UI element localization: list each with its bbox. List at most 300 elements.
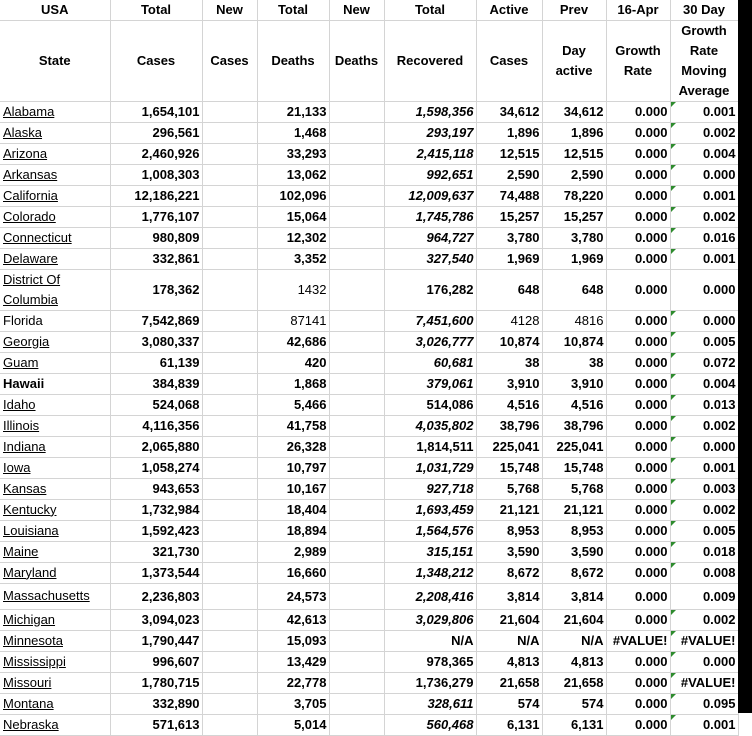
new-cases-cell[interactable] [202, 415, 257, 436]
active-cases-cell[interactable]: 10,874 [476, 331, 542, 352]
new-cases-cell[interactable] [202, 164, 257, 185]
header-cell[interactable]: Total [110, 0, 202, 20]
moving-average-cell[interactable]: 0.000 [670, 310, 738, 331]
prev-day-active-cell[interactable]: 6,131 [542, 714, 606, 735]
new-deaths-cell[interactable] [329, 478, 384, 499]
moving-average-cell[interactable]: 0.001 [670, 101, 738, 122]
header-cell[interactable]: Growth Rate Moving Average [670, 20, 738, 101]
growth-rate-cell[interactable]: 0.000 [606, 206, 670, 227]
total-cases-cell[interactable]: 1,058,274 [110, 457, 202, 478]
total-cases-cell[interactable]: 332,861 [110, 248, 202, 269]
prev-day-active-cell[interactable]: 4816 [542, 310, 606, 331]
total-deaths-cell[interactable]: 12,302 [257, 227, 329, 248]
recovered-cell[interactable]: 327,540 [384, 248, 476, 269]
state-cell[interactable]: Illinois [0, 415, 110, 436]
state-cell[interactable]: Connecticut [0, 227, 110, 248]
active-cases-cell[interactable]: 21,658 [476, 672, 542, 693]
new-cases-cell[interactable] [202, 185, 257, 206]
state-cell[interactable]: Idaho [0, 394, 110, 415]
total-deaths-cell[interactable]: 13,062 [257, 164, 329, 185]
new-cases-cell[interactable] [202, 693, 257, 714]
prev-day-active-cell[interactable]: N/A [542, 630, 606, 651]
active-cases-cell[interactable]: 225,041 [476, 436, 542, 457]
growth-rate-cell[interactable]: 0.000 [606, 672, 670, 693]
prev-day-active-cell[interactable]: 15,748 [542, 457, 606, 478]
moving-average-cell[interactable]: #VALUE! [670, 672, 738, 693]
prev-day-active-cell[interactable]: 38,796 [542, 415, 606, 436]
prev-day-active-cell[interactable]: 38 [542, 352, 606, 373]
recovered-cell[interactable]: 3,026,777 [384, 331, 476, 352]
total-cases-cell[interactable]: 4,116,356 [110, 415, 202, 436]
moving-average-cell[interactable]: 0.000 [670, 164, 738, 185]
moving-average-cell[interactable]: 0.002 [670, 122, 738, 143]
total-deaths-cell[interactable]: 3,352 [257, 248, 329, 269]
new-deaths-cell[interactable] [329, 541, 384, 562]
active-cases-cell[interactable]: 38 [476, 352, 542, 373]
active-cases-cell[interactable]: 3,814 [476, 583, 542, 609]
moving-average-cell[interactable]: 0.000 [670, 436, 738, 457]
moving-average-cell[interactable]: 0.016 [670, 227, 738, 248]
state-cell[interactable]: Mississippi [0, 651, 110, 672]
header-cell[interactable]: 30 Day [670, 0, 738, 20]
new-cases-cell[interactable] [202, 499, 257, 520]
total-deaths-cell[interactable]: 42,613 [257, 609, 329, 630]
total-cases-cell[interactable]: 1,373,544 [110, 562, 202, 583]
new-cases-cell[interactable] [202, 541, 257, 562]
growth-rate-cell[interactable]: 0.000 [606, 541, 670, 562]
new-deaths-cell[interactable] [329, 310, 384, 331]
total-deaths-cell[interactable]: 102,096 [257, 185, 329, 206]
total-cases-cell[interactable]: 178,362 [110, 269, 202, 310]
moving-average-cell[interactable]: 0.000 [670, 651, 738, 672]
total-deaths-cell[interactable]: 2,989 [257, 541, 329, 562]
state-cell[interactable]: Alaska [0, 122, 110, 143]
total-cases-cell[interactable]: 296,561 [110, 122, 202, 143]
recovered-cell[interactable]: 927,718 [384, 478, 476, 499]
new-deaths-cell[interactable] [329, 101, 384, 122]
new-cases-cell[interactable] [202, 227, 257, 248]
new-cases-cell[interactable] [202, 394, 257, 415]
growth-rate-cell[interactable]: 0.000 [606, 248, 670, 269]
prev-day-active-cell[interactable]: 3,910 [542, 373, 606, 394]
header-cell[interactable]: New [329, 0, 384, 20]
state-cell[interactable]: Delaware [0, 248, 110, 269]
prev-day-active-cell[interactable]: 8,953 [542, 520, 606, 541]
recovered-cell[interactable]: 1,564,576 [384, 520, 476, 541]
new-cases-cell[interactable] [202, 143, 257, 164]
prev-day-active-cell[interactable]: 574 [542, 693, 606, 714]
prev-day-active-cell[interactable]: 8,672 [542, 562, 606, 583]
total-cases-cell[interactable]: 321,730 [110, 541, 202, 562]
new-deaths-cell[interactable] [329, 457, 384, 478]
state-cell[interactable]: Kansas [0, 478, 110, 499]
new-cases-cell[interactable] [202, 122, 257, 143]
moving-average-cell[interactable]: 0.000 [670, 269, 738, 310]
moving-average-cell[interactable]: 0.001 [670, 457, 738, 478]
header-cell[interactable]: Cases [202, 20, 257, 101]
recovered-cell[interactable]: 1,736,279 [384, 672, 476, 693]
recovered-cell[interactable]: 328,611 [384, 693, 476, 714]
recovered-cell[interactable]: 7,451,600 [384, 310, 476, 331]
growth-rate-cell[interactable]: 0.000 [606, 331, 670, 352]
state-cell[interactable]: Maine [0, 541, 110, 562]
new-deaths-cell[interactable] [329, 693, 384, 714]
new-deaths-cell[interactable] [329, 122, 384, 143]
growth-rate-cell[interactable]: 0.000 [606, 122, 670, 143]
recovered-cell[interactable]: 992,651 [384, 164, 476, 185]
new-deaths-cell[interactable] [329, 499, 384, 520]
total-deaths-cell[interactable]: 5,014 [257, 714, 329, 735]
new-cases-cell[interactable] [202, 269, 257, 310]
moving-average-cell[interactable]: 0.001 [670, 714, 738, 735]
moving-average-cell[interactable]: #VALUE! [670, 630, 738, 651]
new-deaths-cell[interactable] [329, 331, 384, 352]
new-cases-cell[interactable] [202, 609, 257, 630]
new-cases-cell[interactable] [202, 310, 257, 331]
prev-day-active-cell[interactable]: 12,515 [542, 143, 606, 164]
active-cases-cell[interactable]: 3,910 [476, 373, 542, 394]
prev-day-active-cell[interactable]: 3,590 [542, 541, 606, 562]
new-deaths-cell[interactable] [329, 415, 384, 436]
active-cases-cell[interactable]: 15,257 [476, 206, 542, 227]
active-cases-cell[interactable]: 12,515 [476, 143, 542, 164]
state-cell[interactable]: Missouri [0, 672, 110, 693]
state-cell[interactable]: Alabama [0, 101, 110, 122]
growth-rate-cell[interactable]: 0.000 [606, 714, 670, 735]
new-deaths-cell[interactable] [329, 143, 384, 164]
prev-day-active-cell[interactable]: 648 [542, 269, 606, 310]
header-cell[interactable]: Recovered [384, 20, 476, 101]
growth-rate-cell[interactable]: 0.000 [606, 227, 670, 248]
new-cases-cell[interactable] [202, 478, 257, 499]
total-cases-cell[interactable]: 2,460,926 [110, 143, 202, 164]
active-cases-cell[interactable]: 38,796 [476, 415, 542, 436]
state-cell[interactable]: Colorado [0, 206, 110, 227]
total-cases-cell[interactable]: 1,654,101 [110, 101, 202, 122]
state-cell[interactable]: Minnesota [0, 630, 110, 651]
prev-day-active-cell[interactable]: 5,768 [542, 478, 606, 499]
active-cases-cell[interactable]: 5,768 [476, 478, 542, 499]
recovered-cell[interactable]: 1,745,786 [384, 206, 476, 227]
active-cases-cell[interactable]: 4128 [476, 310, 542, 331]
prev-day-active-cell[interactable]: 225,041 [542, 436, 606, 457]
active-cases-cell[interactable]: 21,604 [476, 609, 542, 630]
header-cell[interactable]: Cases [110, 20, 202, 101]
recovered-cell[interactable]: 176,282 [384, 269, 476, 310]
prev-day-active-cell[interactable]: 21,604 [542, 609, 606, 630]
active-cases-cell[interactable]: 4,516 [476, 394, 542, 415]
total-cases-cell[interactable]: 12,186,221 [110, 185, 202, 206]
recovered-cell[interactable]: 1,598,356 [384, 101, 476, 122]
total-cases-cell[interactable]: 1,790,447 [110, 630, 202, 651]
prev-day-active-cell[interactable]: 3,780 [542, 227, 606, 248]
total-deaths-cell[interactable]: 1432 [257, 269, 329, 310]
recovered-cell[interactable]: 514,086 [384, 394, 476, 415]
growth-rate-cell[interactable]: 0.000 [606, 457, 670, 478]
total-cases-cell[interactable]: 1,732,984 [110, 499, 202, 520]
new-deaths-cell[interactable] [329, 583, 384, 609]
moving-average-cell[interactable]: 0.002 [670, 415, 738, 436]
recovered-cell[interactable]: 1,348,212 [384, 562, 476, 583]
recovered-cell[interactable]: 1,031,729 [384, 457, 476, 478]
recovered-cell[interactable]: 12,009,637 [384, 185, 476, 206]
prev-day-active-cell[interactable]: 21,658 [542, 672, 606, 693]
total-cases-cell[interactable]: 61,139 [110, 352, 202, 373]
state-cell[interactable]: Georgia [0, 331, 110, 352]
total-cases-cell[interactable]: 2,236,803 [110, 583, 202, 609]
growth-rate-cell[interactable]: 0.000 [606, 352, 670, 373]
header-cell[interactable]: Total [257, 0, 329, 20]
total-deaths-cell[interactable]: 13,429 [257, 651, 329, 672]
moving-average-cell[interactable]: 0.002 [670, 609, 738, 630]
recovered-cell[interactable]: 4,035,802 [384, 415, 476, 436]
recovered-cell[interactable]: 315,151 [384, 541, 476, 562]
growth-rate-cell[interactable]: 0.000 [606, 520, 670, 541]
prev-day-active-cell[interactable]: 2,590 [542, 164, 606, 185]
total-deaths-cell[interactable]: 22,778 [257, 672, 329, 693]
moving-average-cell[interactable]: 0.002 [670, 499, 738, 520]
growth-rate-cell[interactable]: 0.000 [606, 394, 670, 415]
header-cell[interactable]: Active [476, 0, 542, 20]
growth-rate-cell[interactable]: 0.000 [606, 310, 670, 331]
recovered-cell[interactable]: 1,814,511 [384, 436, 476, 457]
total-cases-cell[interactable]: 3,080,337 [110, 331, 202, 352]
growth-rate-cell[interactable]: 0.000 [606, 373, 670, 394]
header-cell[interactable]: Growth Rate [606, 20, 670, 101]
total-cases-cell[interactable]: 3,094,023 [110, 609, 202, 630]
state-cell[interactable]: Massachusetts [0, 583, 110, 609]
new-deaths-cell[interactable] [329, 436, 384, 457]
growth-rate-cell[interactable]: 0.000 [606, 415, 670, 436]
total-deaths-cell[interactable]: 87141 [257, 310, 329, 331]
total-deaths-cell[interactable]: 15,064 [257, 206, 329, 227]
total-deaths-cell[interactable]: 3,705 [257, 693, 329, 714]
new-cases-cell[interactable] [202, 583, 257, 609]
header-cell[interactable]: Total [384, 0, 476, 20]
total-deaths-cell[interactable]: 18,404 [257, 499, 329, 520]
new-deaths-cell[interactable] [329, 394, 384, 415]
state-cell[interactable]: Kentucky [0, 499, 110, 520]
total-deaths-cell[interactable]: 16,660 [257, 562, 329, 583]
active-cases-cell[interactable]: 8,672 [476, 562, 542, 583]
prev-day-active-cell[interactable]: 10,874 [542, 331, 606, 352]
new-cases-cell[interactable] [202, 672, 257, 693]
total-deaths-cell[interactable]: 41,758 [257, 415, 329, 436]
total-cases-cell[interactable]: 571,613 [110, 714, 202, 735]
new-cases-cell[interactable] [202, 562, 257, 583]
active-cases-cell[interactable]: 1,896 [476, 122, 542, 143]
state-cell[interactable]: Guam [0, 352, 110, 373]
prev-day-active-cell[interactable]: 34,612 [542, 101, 606, 122]
recovered-cell[interactable]: 1,693,459 [384, 499, 476, 520]
moving-average-cell[interactable]: 0.004 [670, 373, 738, 394]
header-cell[interactable]: New [202, 0, 257, 20]
moving-average-cell[interactable]: 0.003 [670, 478, 738, 499]
new-deaths-cell[interactable] [329, 609, 384, 630]
active-cases-cell[interactable]: 574 [476, 693, 542, 714]
growth-rate-cell[interactable]: 0.000 [606, 693, 670, 714]
moving-average-cell[interactable]: 0.013 [670, 394, 738, 415]
moving-average-cell[interactable]: 0.001 [670, 185, 738, 206]
growth-rate-cell[interactable]: 0.000 [606, 609, 670, 630]
header-cell[interactable]: Prev [542, 0, 606, 20]
state-cell[interactable]: Arizona [0, 143, 110, 164]
new-cases-cell[interactable] [202, 520, 257, 541]
new-deaths-cell[interactable] [329, 227, 384, 248]
state-cell[interactable]: Montana [0, 693, 110, 714]
total-cases-cell[interactable]: 1,592,423 [110, 520, 202, 541]
total-cases-cell[interactable]: 1,008,303 [110, 164, 202, 185]
growth-rate-cell[interactable]: 0.000 [606, 499, 670, 520]
growth-rate-cell[interactable]: 0.000 [606, 143, 670, 164]
total-cases-cell[interactable]: 1,780,715 [110, 672, 202, 693]
total-cases-cell[interactable]: 332,890 [110, 693, 202, 714]
growth-rate-cell[interactable]: 0.000 [606, 478, 670, 499]
recovered-cell[interactable]: 3,029,806 [384, 609, 476, 630]
moving-average-cell[interactable]: 0.004 [670, 143, 738, 164]
active-cases-cell[interactable]: 648 [476, 269, 542, 310]
new-cases-cell[interactable] [202, 457, 257, 478]
total-cases-cell[interactable]: 384,839 [110, 373, 202, 394]
state-cell[interactable]: Arkansas [0, 164, 110, 185]
moving-average-cell[interactable]: 0.002 [670, 206, 738, 227]
total-deaths-cell[interactable]: 18,894 [257, 520, 329, 541]
new-deaths-cell[interactable] [329, 185, 384, 206]
header-cell[interactable]: Deaths [257, 20, 329, 101]
moving-average-cell[interactable]: 0.008 [670, 562, 738, 583]
growth-rate-cell[interactable]: 0.000 [606, 164, 670, 185]
new-deaths-cell[interactable] [329, 651, 384, 672]
growth-rate-cell[interactable]: 0.000 [606, 269, 670, 310]
new-cases-cell[interactable] [202, 373, 257, 394]
recovered-cell[interactable]: N/A [384, 630, 476, 651]
new-cases-cell[interactable] [202, 101, 257, 122]
prev-day-active-cell[interactable]: 78,220 [542, 185, 606, 206]
growth-rate-cell[interactable]: 0.000 [606, 583, 670, 609]
header-cell[interactable]: 16-Apr [606, 0, 670, 20]
prev-day-active-cell[interactable]: 3,814 [542, 583, 606, 609]
prev-day-active-cell[interactable]: 4,516 [542, 394, 606, 415]
total-deaths-cell[interactable]: 26,328 [257, 436, 329, 457]
active-cases-cell[interactable]: 8,953 [476, 520, 542, 541]
total-deaths-cell[interactable]: 1,868 [257, 373, 329, 394]
active-cases-cell[interactable]: 6,131 [476, 714, 542, 735]
active-cases-cell[interactable]: 15,748 [476, 457, 542, 478]
recovered-cell[interactable]: 964,727 [384, 227, 476, 248]
state-cell[interactable]: Nebraska [0, 714, 110, 735]
total-cases-cell[interactable]: 7,542,869 [110, 310, 202, 331]
state-cell[interactable]: Michigan [0, 609, 110, 630]
new-deaths-cell[interactable] [329, 520, 384, 541]
total-cases-cell[interactable]: 943,653 [110, 478, 202, 499]
header-cell[interactable]: Deaths [329, 20, 384, 101]
header-cell[interactable]: State [0, 20, 110, 101]
state-cell[interactable]: Louisiana [0, 520, 110, 541]
moving-average-cell[interactable]: 0.018 [670, 541, 738, 562]
new-deaths-cell[interactable] [329, 206, 384, 227]
recovered-cell[interactable]: 60,681 [384, 352, 476, 373]
new-deaths-cell[interactable] [329, 562, 384, 583]
active-cases-cell[interactable]: 4,813 [476, 651, 542, 672]
new-deaths-cell[interactable] [329, 630, 384, 651]
new-cases-cell[interactable] [202, 248, 257, 269]
recovered-cell[interactable]: 560,468 [384, 714, 476, 735]
new-cases-cell[interactable] [202, 436, 257, 457]
new-cases-cell[interactable] [202, 630, 257, 651]
new-deaths-cell[interactable] [329, 672, 384, 693]
prev-day-active-cell[interactable]: 21,121 [542, 499, 606, 520]
total-cases-cell[interactable]: 524,068 [110, 394, 202, 415]
total-deaths-cell[interactable]: 21,133 [257, 101, 329, 122]
active-cases-cell[interactable]: 74,488 [476, 185, 542, 206]
prev-day-active-cell[interactable]: 15,257 [542, 206, 606, 227]
active-cases-cell[interactable]: 3,590 [476, 541, 542, 562]
state-cell[interactable]: California [0, 185, 110, 206]
total-deaths-cell[interactable]: 15,093 [257, 630, 329, 651]
state-cell[interactable]: District Of Columbia [0, 269, 110, 310]
growth-rate-cell[interactable]: 0.000 [606, 562, 670, 583]
header-cell[interactable]: Day active [542, 20, 606, 101]
growth-rate-cell[interactable]: 0.000 [606, 436, 670, 457]
total-deaths-cell[interactable]: 10,167 [257, 478, 329, 499]
new-deaths-cell[interactable] [329, 352, 384, 373]
growth-rate-cell[interactable]: 0.000 [606, 651, 670, 672]
total-cases-cell[interactable]: 1,776,107 [110, 206, 202, 227]
active-cases-cell[interactable]: 1,969 [476, 248, 542, 269]
new-deaths-cell[interactable] [329, 248, 384, 269]
header-cell[interactable]: USA [0, 0, 110, 20]
new-deaths-cell[interactable] [329, 373, 384, 394]
active-cases-cell[interactable]: N/A [476, 630, 542, 651]
new-cases-cell[interactable] [202, 331, 257, 352]
prev-day-active-cell[interactable]: 4,813 [542, 651, 606, 672]
active-cases-cell[interactable]: 3,780 [476, 227, 542, 248]
recovered-cell[interactable]: 2,208,416 [384, 583, 476, 609]
moving-average-cell[interactable]: 0.005 [670, 520, 738, 541]
total-deaths-cell[interactable]: 33,293 [257, 143, 329, 164]
new-cases-cell[interactable] [202, 352, 257, 373]
recovered-cell[interactable]: 2,415,118 [384, 143, 476, 164]
growth-rate-cell[interactable]: 0.000 [606, 185, 670, 206]
new-cases-cell[interactable] [202, 206, 257, 227]
active-cases-cell[interactable]: 21,121 [476, 499, 542, 520]
moving-average-cell[interactable]: 0.072 [670, 352, 738, 373]
state-cell[interactable]: Hawaii [0, 373, 110, 394]
total-deaths-cell[interactable]: 420 [257, 352, 329, 373]
total-cases-cell[interactable]: 2,065,880 [110, 436, 202, 457]
new-deaths-cell[interactable] [329, 269, 384, 310]
new-deaths-cell[interactable] [329, 164, 384, 185]
total-deaths-cell[interactable]: 5,466 [257, 394, 329, 415]
moving-average-cell[interactable]: 0.005 [670, 331, 738, 352]
header-cell[interactable]: Cases [476, 20, 542, 101]
total-cases-cell[interactable]: 980,809 [110, 227, 202, 248]
active-cases-cell[interactable]: 2,590 [476, 164, 542, 185]
state-cell[interactable]: Maryland [0, 562, 110, 583]
state-cell[interactable]: Florida [0, 310, 110, 331]
prev-day-active-cell[interactable]: 1,969 [542, 248, 606, 269]
new-cases-cell[interactable] [202, 714, 257, 735]
moving-average-cell[interactable]: 0.009 [670, 583, 738, 609]
total-deaths-cell[interactable]: 10,797 [257, 457, 329, 478]
state-cell[interactable]: Iowa [0, 457, 110, 478]
moving-average-cell[interactable]: 0.001 [670, 248, 738, 269]
prev-day-active-cell[interactable]: 1,896 [542, 122, 606, 143]
moving-average-cell[interactable]: 0.095 [670, 693, 738, 714]
total-deaths-cell[interactable]: 24,573 [257, 583, 329, 609]
recovered-cell[interactable]: 293,197 [384, 122, 476, 143]
growth-rate-cell[interactable]: 0.000 [606, 101, 670, 122]
